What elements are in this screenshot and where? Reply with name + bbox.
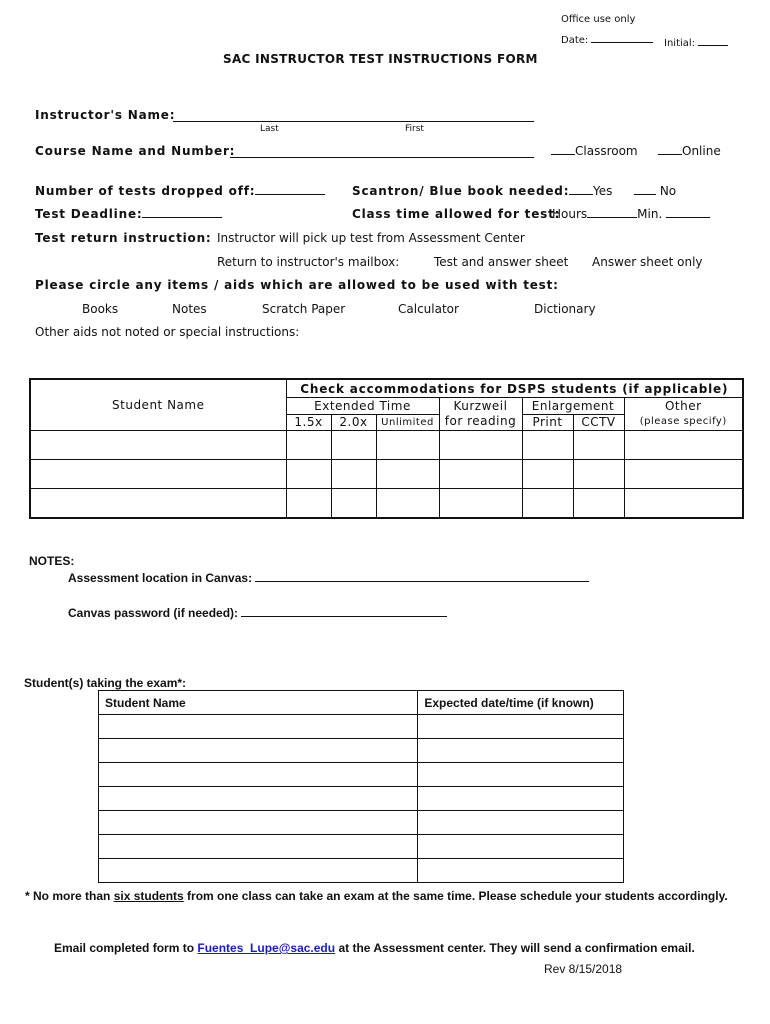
dsps-cell[interactable]	[624, 430, 743, 459]
student-date-cell[interactable]	[418, 715, 624, 739]
student-name-cell[interactable]	[99, 787, 418, 811]
table-row	[99, 763, 624, 787]
classroom-option[interactable]	[551, 144, 638, 158]
students-header-row	[99, 691, 624, 715]
course-label: Course Name and Number:	[35, 144, 236, 158]
kurzweil-header	[439, 398, 522, 431]
student-date-cell[interactable]	[418, 763, 624, 787]
students-col-date: Expected date/time (if known)	[418, 691, 624, 715]
footnote	[25, 889, 728, 903]
dsps-row	[30, 459, 743, 488]
dsps-cell[interactable]	[573, 488, 624, 518]
students-table	[98, 690, 624, 883]
scantron-yes-blank[interactable]	[569, 194, 593, 195]
dsps-cell[interactable]	[624, 488, 743, 518]
other-header	[624, 398, 743, 431]
time-1-5x-header: 1.5x	[286, 414, 331, 430]
student-name-cell[interactable]	[99, 859, 418, 883]
student-name-cell[interactable]	[99, 835, 418, 859]
canvas-location-label: Assessment location in Canvas:	[68, 571, 253, 585]
minutes-label: Min.	[637, 207, 663, 221]
canvas-password-label: Canvas password (if needed):	[68, 606, 239, 620]
student-date-cell[interactable]	[418, 859, 624, 883]
dsps-cell[interactable]	[522, 430, 573, 459]
dsps-cell[interactable]	[331, 488, 376, 518]
classroom-label: Classroom	[575, 144, 638, 158]
office-date-label: Date:	[561, 35, 589, 46]
dsps-cell[interactable]	[331, 430, 376, 459]
student-date-cell[interactable]	[418, 811, 624, 835]
online-label: Online	[682, 144, 721, 158]
dsps-cell[interactable]	[376, 459, 439, 488]
dsps-cell[interactable]	[439, 459, 522, 488]
form-title: SAC INSTRUCTOR TEST INSTRUCTIONS FORM	[223, 52, 538, 66]
canvas-location	[68, 571, 589, 585]
return-label: Test return instruction:	[35, 231, 212, 245]
hours-field[interactable]	[587, 217, 637, 218]
table-row	[99, 835, 624, 859]
dsps-row	[30, 488, 743, 518]
deadline-label: Test Deadline:	[35, 207, 143, 221]
dsps-cell[interactable]	[30, 430, 286, 459]
footnote-pre: * No more than	[25, 889, 114, 903]
dsps-cell[interactable]	[522, 488, 573, 518]
dsps-cell[interactable]	[439, 430, 522, 459]
enlargement-print-header: Print	[522, 414, 573, 430]
table-row	[99, 859, 624, 883]
dsps-cell[interactable]	[522, 459, 573, 488]
office-use-label: Office use only	[561, 14, 636, 25]
dsps-cell[interactable]	[624, 459, 743, 488]
dsps-cell[interactable]	[286, 430, 331, 459]
dsps-cell[interactable]	[573, 459, 624, 488]
online-blank[interactable]	[658, 154, 682, 155]
office-initial	[664, 38, 728, 49]
footnote-post: from one class can take an exam at the same time. Please schedule your students accordingly.	[183, 889, 728, 903]
aid-scratch-paper[interactable]: Scratch Paper	[262, 302, 346, 316]
class-time-label: Class time allowed for test:	[352, 207, 561, 221]
first-name-caption: First	[405, 124, 424, 134]
minutes-field[interactable]	[666, 217, 710, 218]
students-label: Student(s) taking the exam*:	[24, 676, 187, 690]
table-row	[99, 739, 624, 763]
dsps-cell[interactable]	[286, 459, 331, 488]
dsps-cell[interactable]	[376, 430, 439, 459]
time-2-0x-header: 2.0x	[331, 414, 376, 430]
revision-date: Rev 8/15/2018	[544, 962, 623, 976]
student-name-cell[interactable]	[99, 763, 418, 787]
instructor-name-label: Instructor's Name:	[35, 108, 176, 122]
please-specify-label: (please specify)	[639, 416, 727, 427]
scantron-yes[interactable]	[569, 184, 612, 198]
classroom-blank[interactable]	[551, 154, 575, 155]
online-option[interactable]	[658, 144, 721, 158]
canvas-password	[68, 606, 447, 620]
student-date-cell[interactable]	[418, 787, 624, 811]
student-date-cell[interactable]	[418, 739, 624, 763]
aid-notes[interactable]: Notes	[172, 302, 207, 316]
return-option-pickup[interactable]: Instructor will pick up test from Assessment Center	[217, 231, 525, 245]
scantron-yes-label: Yes	[593, 184, 613, 198]
tests-dropped-label: Number of tests dropped off:	[35, 184, 256, 198]
dsps-cell[interactable]	[30, 488, 286, 518]
email-pre: Email completed form to	[54, 941, 198, 955]
extended-time-header: Extended Time	[286, 398, 439, 414]
student-date-cell[interactable]	[418, 835, 624, 859]
aid-books[interactable]: Books	[82, 302, 119, 316]
email-link[interactable]: Fuentes_Lupe@sac.edu	[197, 941, 336, 955]
student-name-cell[interactable]	[99, 739, 418, 763]
dsps-cell[interactable]	[439, 488, 522, 518]
dsps-student-name-header: Student Name	[30, 379, 286, 430]
dsps-accommodations-header: Check accommodations for DSPS students (if applicable)	[286, 379, 743, 398]
dsps-table	[29, 378, 744, 519]
aid-calculator[interactable]: Calculator	[398, 302, 459, 316]
course-field[interactable]	[230, 157, 534, 158]
tests-dropped-field[interactable]	[255, 194, 325, 195]
dsps-cell[interactable]	[286, 488, 331, 518]
time-unlimited-header: Unlimited	[376, 414, 439, 430]
other-aids-label: Other aids not noted or special instructions:	[35, 325, 300, 339]
dsps-cell[interactable]	[573, 430, 624, 459]
office-initial-label: Initial:	[664, 38, 696, 49]
dsps-cell[interactable]	[331, 459, 376, 488]
table-row	[99, 811, 624, 835]
aids-label: Please circle any items / aids which are allowed to be used with test:	[35, 278, 559, 292]
enlargement-cctv-header: CCTV	[573, 414, 624, 430]
kurzweil-label: Kurzweil	[453, 399, 508, 413]
dsps-cell[interactable]	[376, 488, 439, 518]
table-row	[99, 787, 624, 811]
return-option-test-and-answer[interactable]: Test and answer sheet	[434, 255, 569, 269]
tests-dropped	[35, 184, 325, 198]
scantron-no-blank[interactable]	[634, 194, 656, 195]
office-initial-field[interactable]	[698, 45, 728, 46]
scantron-no[interactable]	[634, 184, 676, 198]
canvas-location-field[interactable]	[255, 581, 589, 582]
for-reading-label: for reading	[444, 414, 517, 428]
notes-label: NOTES:	[29, 554, 75, 568]
instructor-name-field[interactable]	[173, 121, 534, 122]
student-name-cell[interactable]	[99, 715, 418, 739]
email-instruction	[54, 941, 695, 955]
dsps-row	[30, 430, 743, 459]
deadline	[35, 207, 222, 221]
return-option-answer-only[interactable]: Answer sheet only	[592, 255, 703, 269]
hours-label: Hours	[552, 207, 588, 221]
return-option-mailbox[interactable]: Return to instructor's mailbox:	[217, 255, 400, 269]
class-time-hours	[552, 207, 710, 221]
email-post: at the Assessment center. They will send a confirmation email.	[335, 941, 695, 955]
other-label: Other	[664, 399, 702, 413]
scantron-label: Scantron/ Blue book needed:	[352, 184, 570, 198]
dsps-cell[interactable]	[30, 459, 286, 488]
footnote-six-students: six students	[113, 889, 184, 903]
enlargement-header: Enlargement	[522, 398, 624, 414]
students-col-name: Student Name	[99, 691, 418, 715]
office-date	[561, 35, 653, 46]
deadline-field[interactable]	[142, 217, 222, 218]
last-name-caption: Last	[260, 124, 279, 134]
scantron-no-label: No	[659, 184, 677, 198]
canvas-password-field[interactable]	[241, 616, 447, 617]
aid-dictionary[interactable]: Dictionary	[534, 302, 596, 316]
student-name-cell[interactable]	[99, 811, 418, 835]
table-row	[99, 715, 624, 739]
office-date-field[interactable]	[591, 42, 653, 43]
